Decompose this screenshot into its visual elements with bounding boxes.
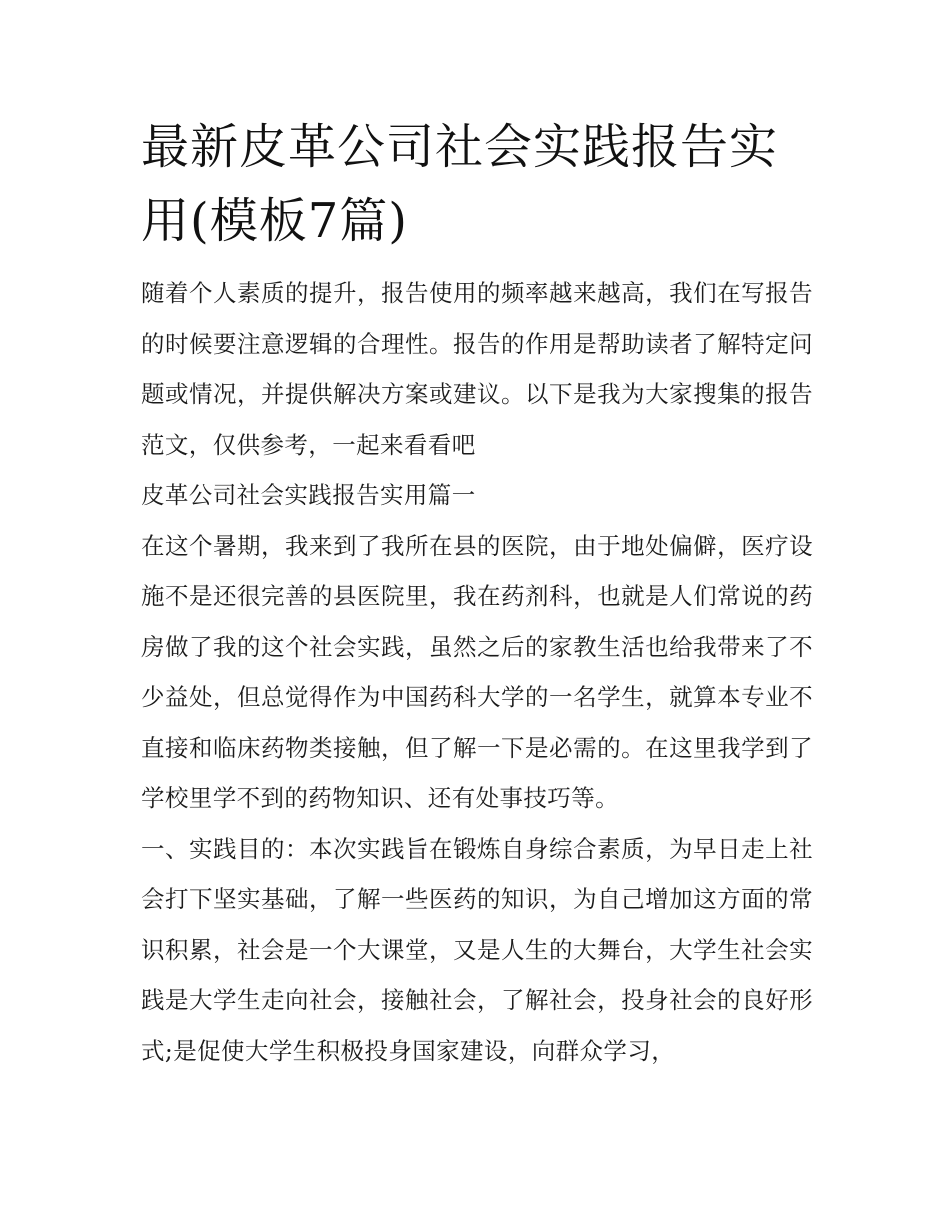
- section-heading: 皮革公司社会实践报告实用篇一: [141, 481, 476, 509]
- document-page: [141, 110, 813, 1076]
- body-paragraph-2: 一、实践目的：本次实践旨在锻炼自身综合素质，为早日走上社会打下坚实基础，了解一些医药的知识，为自己增加这方面的常识积累，社会是一个大课堂，又是人生的大舞台，大学生社会实践是大学生走向社会，接触社会，了解社会，投身社会的良好形式;是促使大学生积极投身国家建设，向群众学习，: [141, 834, 813, 1065]
- document-title: 最新皮革公司社会实践报告实用(模板7篇): [141, 119, 779, 249]
- body-paragraph-1: 在这个暑期，我来到了我所在县的医院，由于地处偏僻，医疗设施不是还很完善的县医院里，我在药剂科，也就是人们常说的药房做了我的这个社会实践，虽然之后的家教生活也给我带来了不少益处，但总觉得作为中国药科大学的一名学生，就算本专业不直接和临床药物类接触，但了解一下是必需的。在这里我学到了学校里学不到的药物知识、还有处事技巧等。: [141, 531, 813, 812]
- intro-paragraph: 随着个人素质的提升，报告使用的频率越来越高，我们在写报告的时候要注意逻辑的合理性。报告的作用是帮助读者了解特定问题或情况，并提供解决方案或建议。以下是我为大家搜集的报告范文，仅供参考，一起来看看吧: [141, 279, 813, 459]
